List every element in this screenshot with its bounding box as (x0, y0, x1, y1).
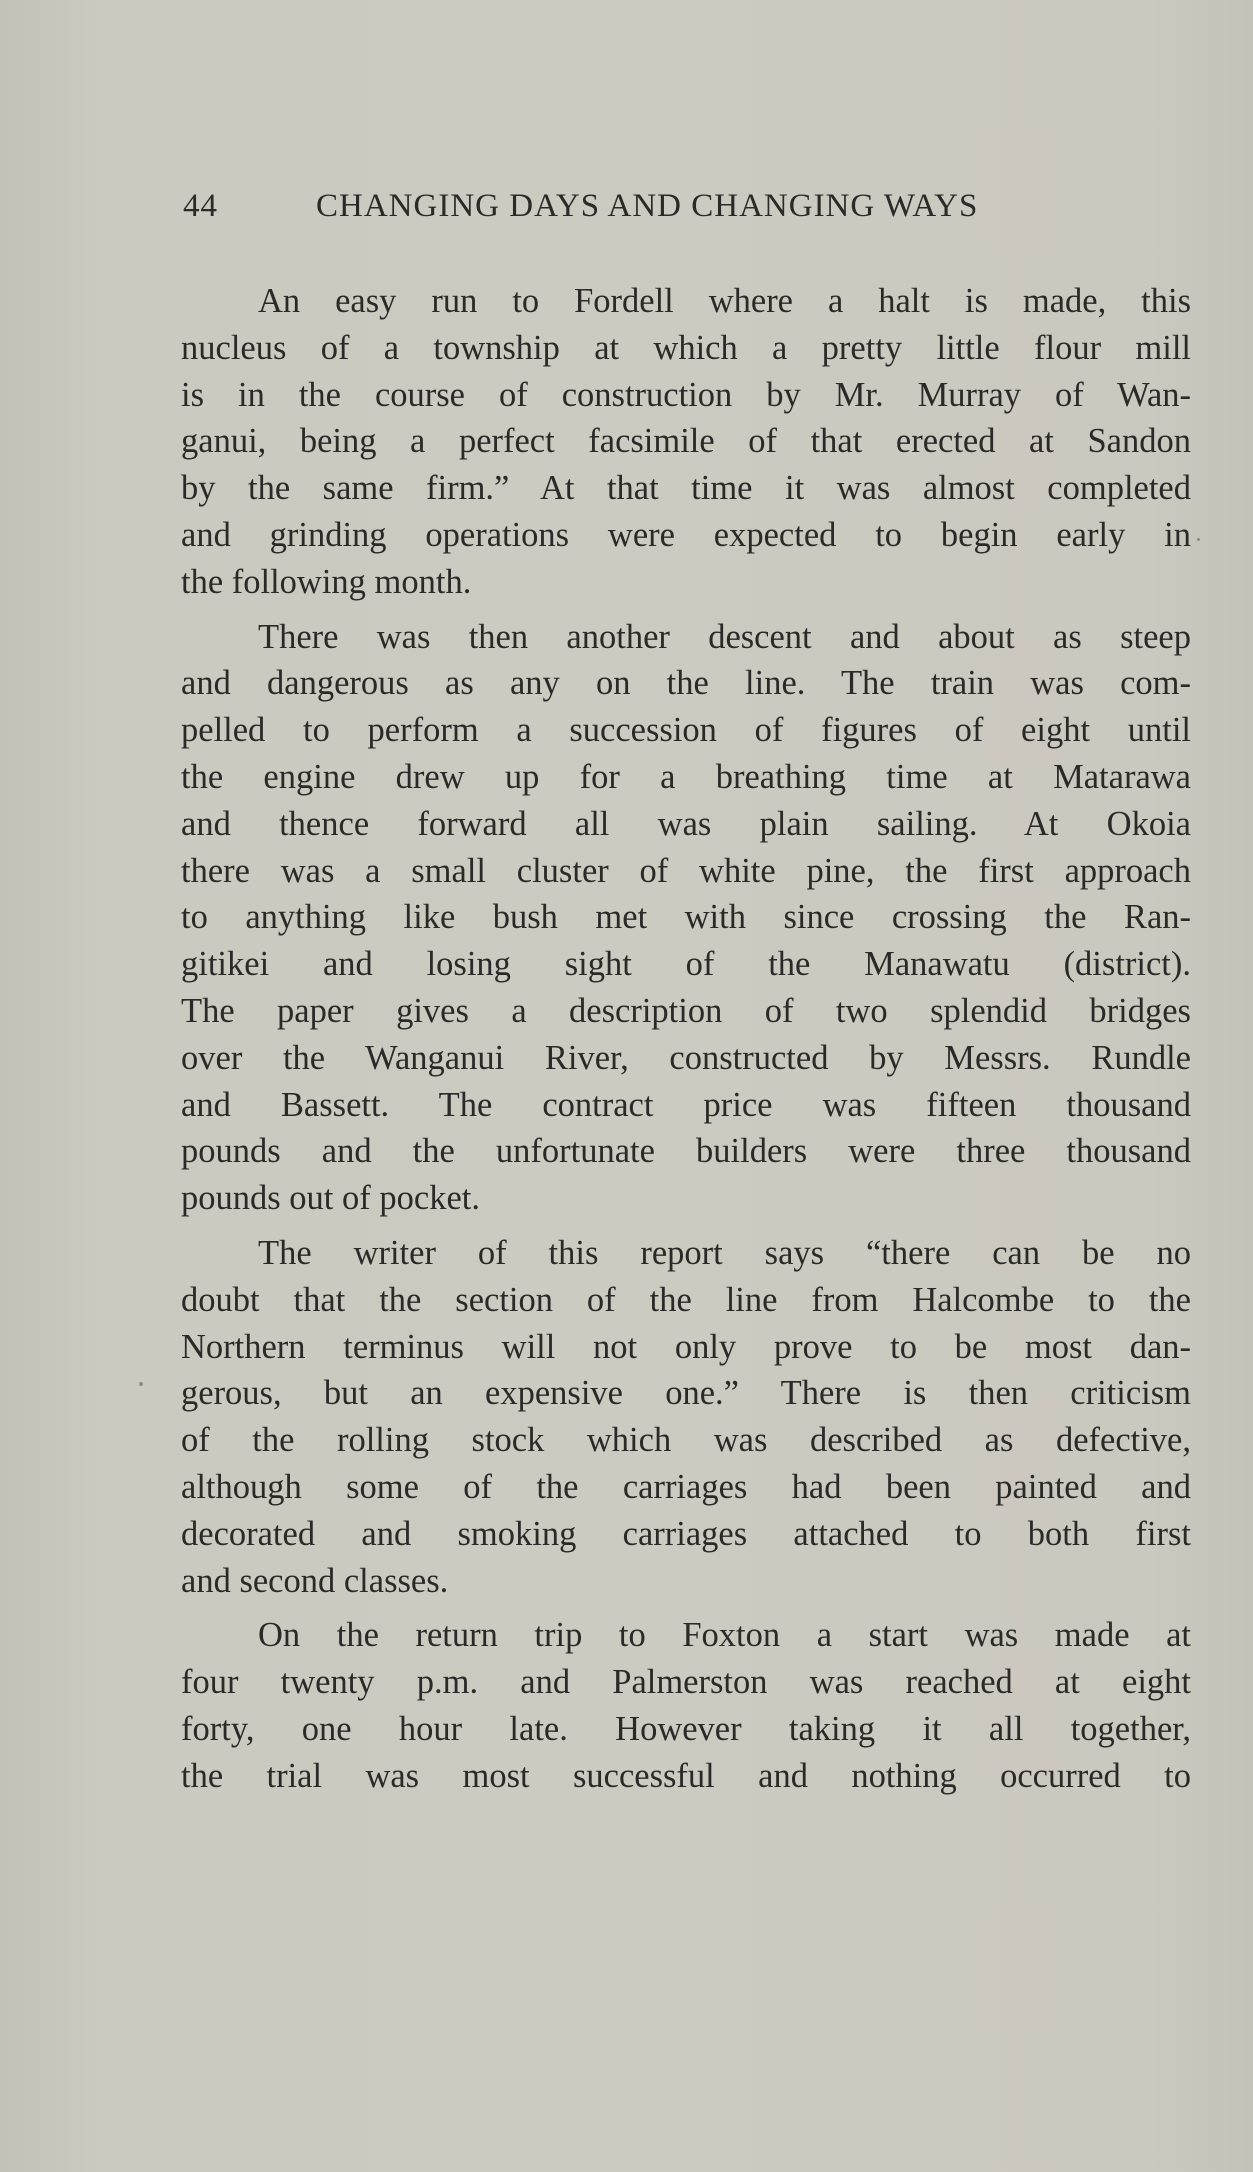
text-line: there was a small cluster of white pine, the first approach (181, 851, 1191, 890)
page-number: 44 (183, 188, 218, 224)
text-line: pelled to perform a succession of figures of eight until (181, 711, 1191, 750)
text-line: On the return trip to Foxton a start was made at (258, 1616, 1191, 1655)
text-line: four twenty p.m. and Palmerston was reached at eight (181, 1663, 1191, 1702)
text-line: and thence forward all was plain sailing. At Okoia (181, 804, 1191, 843)
text-line: and grinding operations were expected to begin early in (181, 515, 1191, 554)
text-line: although some of the carriages had been painted and (181, 1467, 1191, 1506)
body-text (181, 278, 1191, 1808)
running-head-title: CHANGING DAYS AND CHANGING WAYS (316, 188, 979, 224)
paragraph (181, 1612, 1191, 1799)
text-line: by the same firm.” At that time it was almost completed (181, 469, 1191, 508)
text-line: gerous, but an expensive one.” There is then criticism (181, 1374, 1191, 1413)
text-line: is in the course of construction by Mr. Murray of Wan- (181, 375, 1191, 414)
text-line: ganui, being a perfect facsimile of that erected at Sandon (181, 422, 1191, 461)
text-line: over the Wanganui River, constructed by Messrs. Rundle (181, 1038, 1191, 1077)
text-line: Northern terminus will not only prove to be most dan- (181, 1327, 1191, 1366)
text-line: gitikei and losing sight of the Manawatu (district). (181, 945, 1191, 984)
text-line: The writer of this report says “there can be no (258, 1233, 1191, 1272)
text-line: An easy run to Fordell where a halt is made, this (258, 282, 1191, 320)
text-line: decorated and smoking carriages attached to both first (181, 1514, 1191, 1553)
paragraph (181, 614, 1191, 1222)
paper-speck (1197, 538, 1200, 541)
text-line: the trial was most successful and nothing occurred to (181, 1756, 1191, 1795)
text-line: and dangerous as any on the line. The train was com- (181, 664, 1191, 703)
text-line: the following month. (181, 562, 472, 601)
text-line: pounds out of pocket. (181, 1179, 480, 1218)
running-head (183, 183, 1063, 229)
text-line: The paper gives a description of two splendid bridges (181, 991, 1191, 1030)
text-line: and second classes. (181, 1561, 449, 1600)
text-line: doubt that the section of the line from Halcombe to the (181, 1280, 1191, 1319)
text-line: and Bassett. The contract price was fifteen thousand (181, 1085, 1191, 1124)
text-line: of the rolling stock which was described as defective, (181, 1421, 1191, 1460)
paragraph (181, 1230, 1191, 1604)
text-line: to anything like bush met with since crossing the Ran- (181, 898, 1191, 937)
text-line: the engine drew up for a breathing time at Matarawa (181, 757, 1191, 796)
text-line: nucleus of a township at which a pretty little flour mill (181, 328, 1191, 367)
paragraph (181, 278, 1191, 606)
text-line: forty, one hour late. However taking it all together, (181, 1709, 1191, 1748)
text-line: pounds and the unfortunate builders were three thousand (181, 1132, 1191, 1171)
text-line: There was then another descent and about as steep (258, 617, 1191, 656)
paper-speck (139, 1382, 143, 1386)
